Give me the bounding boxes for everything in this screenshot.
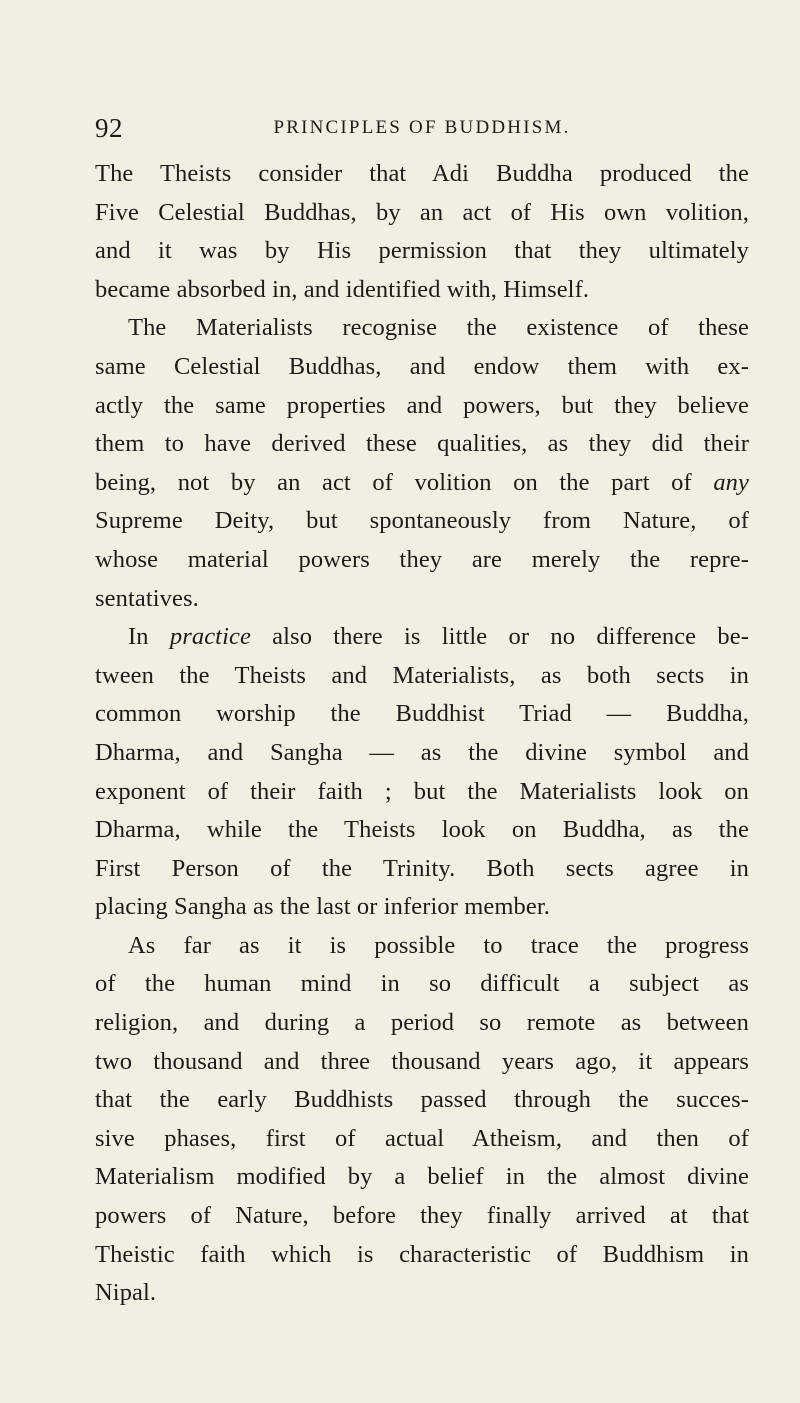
text-line: religion, and during a period so remote as between (95, 1009, 749, 1037)
text-line: Theistic faith which is characteristic of Buddhism in (95, 1240, 749, 1268)
text-line: tween the Theists and Materialists, as both sects in (95, 661, 749, 689)
text-line: whose material powers they are merely the repre- (95, 545, 749, 573)
italic-emphasis: any (713, 468, 749, 496)
text-line: Five Celestial Buddhas, by an act of His own volition, (95, 198, 749, 226)
page-number: 92 (95, 113, 123, 143)
text-line: sive phases, first of actual Atheism, and then of (95, 1124, 749, 1152)
text-line: sentatives. (95, 584, 199, 612)
text-line: that the early Buddhists passed through the succes- (95, 1086, 749, 1114)
text-line: common worship the Buddhist Triad — Buddha, (95, 700, 749, 728)
text-line: First Person of the Trinity. Both sects agree in (95, 854, 749, 882)
running-head (95, 112, 749, 152)
italic-emphasis: practice (169, 623, 251, 651)
text-line: actly the same properties and powers, but they believe (95, 391, 749, 419)
text-line: Nipal. (95, 1279, 157, 1307)
text-line: and it was by His permission that they ultimately (95, 237, 749, 265)
text-line: powers of Nature, before they finally arrived at that (95, 1202, 749, 1230)
text-line: of the human mind in so difficult a subject as (95, 970, 749, 998)
text-line: As far as it is possible to trace the progress (128, 931, 749, 959)
text-line: exponent of their faith ; but the Materialists look on (95, 777, 749, 805)
text-line: placing Sangha as the last or inferior member. (95, 893, 550, 921)
text-line: two thousand and three thousand years ago, it appears (95, 1047, 749, 1075)
text-line: Materialism modified by a belief in the almost divine (95, 1163, 749, 1191)
text-line: The Materialists recognise the existence of these (128, 314, 749, 342)
text-line: Dharma, while the Theists look on Buddha, as the (95, 816, 749, 844)
text-line: Dharma, and Sangha — as the divine symbol and (95, 738, 749, 766)
text-line: The Theists consider that Adi Buddha produced the (95, 160, 749, 187)
text-line: them to have derived these qualities, as they did their (95, 430, 749, 458)
text-line: In practice also there is little or no difference be- (128, 623, 749, 651)
text-line: Supreme Deity, but spontaneously from Nature, of (95, 507, 749, 535)
text-line: being, not by an act of volition on the part of any (95, 468, 749, 496)
body-text (95, 155, 749, 1313)
text-line: same Celestial Buddhas, and endow them with ex- (95, 352, 749, 380)
running-title: PRINCIPLES OF BUDDHISM. (273, 117, 571, 138)
text-line: became absorbed in, and identified with, Himself. (95, 275, 590, 303)
